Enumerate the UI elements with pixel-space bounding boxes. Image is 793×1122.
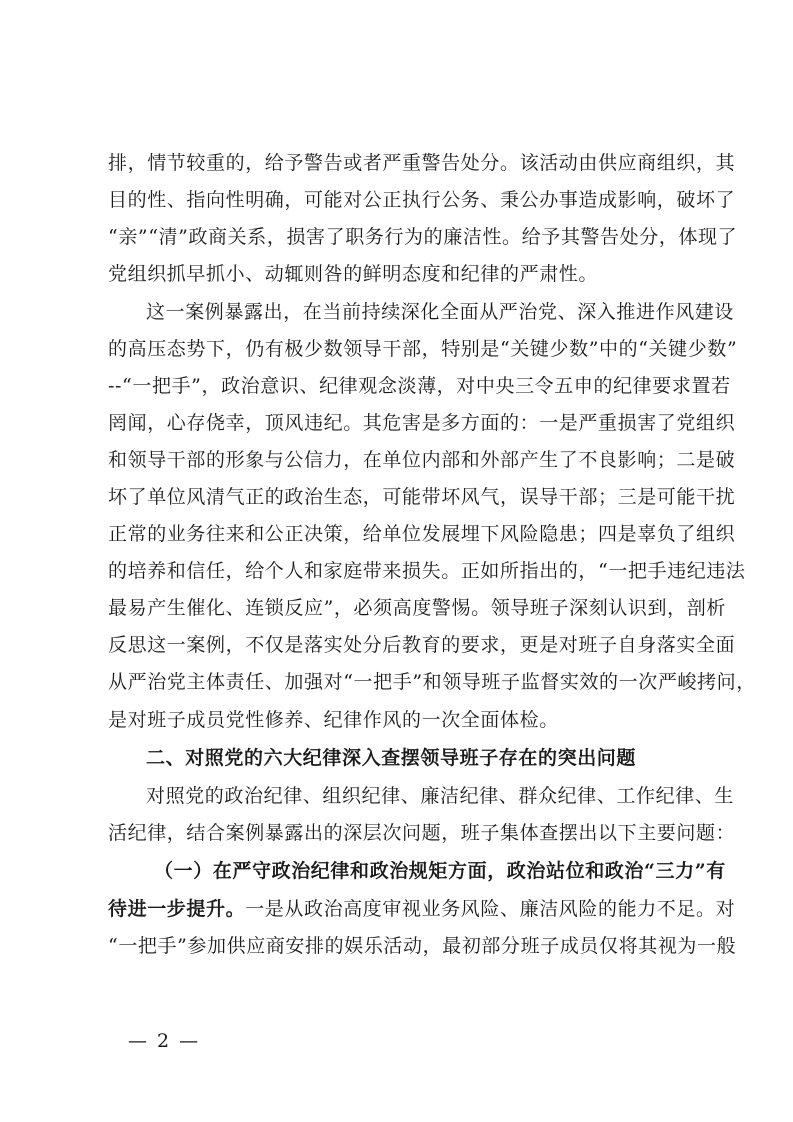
text-line: 目的性、指向性明确，可能对公正执行公务、秉公办事造成影响，破坏了 — [108, 189, 736, 211]
text-line: 这一案例暴露出，在当前持续深化全面从严治党、深入推进作风建设 — [146, 301, 735, 323]
section-heading: 二、对照党的六大纪律深入查摆领导班子存在的突出问题 — [146, 747, 637, 769]
subsection-continuation — [108, 897, 736, 921]
text-line: 坏了单位风清气正的政治生态，可能带坏风气，误导干部；三是可能干扰 — [108, 486, 736, 508]
subsection-text: 一是从政治高度审视业务风险、廉洁风险的能力不足。对 — [245, 898, 736, 920]
text-line: 排，情节较重的，给予警告或者严重警告处分。该活动由供应商组织，其 — [108, 152, 736, 174]
text-line: 和领导干部的形象与公信力，在单位内部和外部产生了不良影响；二是破 — [108, 449, 736, 471]
text-line: --“一把手”，政治意识、纪律观念淡薄，对中央三令五申的纪律要求置若 — [108, 375, 731, 397]
text-line: 活纪律，结合案例暴露出的深层次问题，班子集体查摆出以下主要问题： — [108, 822, 736, 844]
text-line: 党组织抓早抓小、动辄则咎的鲜明态度和纪律的严肃性。 — [108, 263, 599, 285]
text-line: 是对班子成员党性修养、纪律作风的一次全面体检。 — [108, 709, 559, 731]
text-line: 从严治党主体责任、加强对“一把手”和领导班子监督实效的一次严峻拷问， — [108, 671, 756, 693]
text-line: 最易产生催化、连锁反应”，必须高度警惕。领导班子深刻认识到，剖析 — [108, 597, 726, 619]
text-line: “亲”“清”政商关系，损害了职务行为的廉洁性。给予其警告处分，体现了 — [108, 226, 738, 248]
page-number: — 2 — — [128, 1030, 201, 1052]
text-line: 反思这一案例，不仅是落实处分后教育的要求，更是对班子自身落实全面 — [108, 634, 736, 656]
text-line: 罔闻，心存侥幸，顶风违纪。其危害是多方面的：一是严重损害了党组织 — [108, 412, 736, 434]
text-line: “一把手”参加供应商安排的娱乐活动，最初部分班子成员仅将其视为一般 — [108, 935, 737, 957]
text-line: 正常的业务往来和公正决策，给单位发展埋下风险隐患；四是辜负了组织 — [108, 523, 736, 545]
text-line: 的高压态势下，仍有极少数领导干部，特别是“关键少数”中的“关键少数” — [108, 338, 738, 360]
subsection-heading-end: 待进一步提升。 — [108, 898, 246, 920]
text-line: 的培养和信任，给个人和家庭带来损失。正如所指出的，“一把手违纪违法 — [108, 560, 746, 582]
subsection-heading: （一）在严守政治纪律和政治规矩方面，政治站位和政治“三力”有 — [154, 860, 726, 882]
text-line: 对照党的政治纪律、组织纪律、廉洁纪律、群众纪律、工作纪律、生 — [146, 785, 735, 807]
